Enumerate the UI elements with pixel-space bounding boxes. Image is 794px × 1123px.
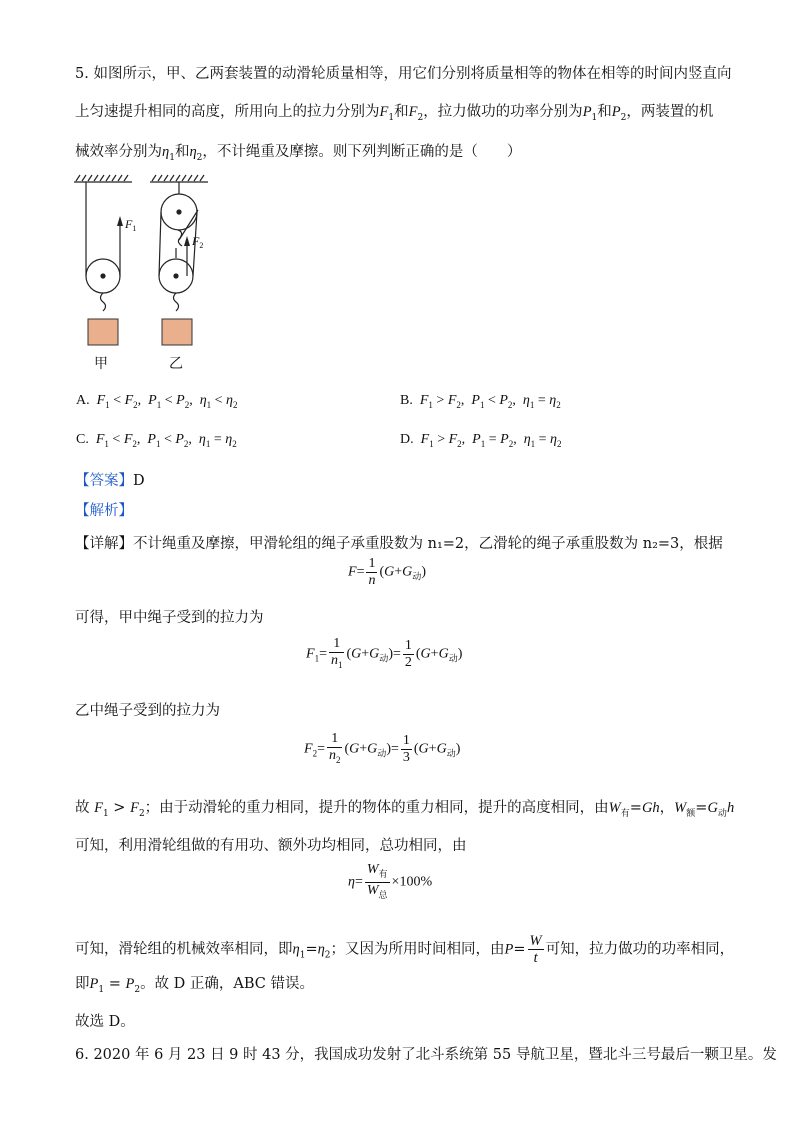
question-line-1: 5. 如图所示，甲、乙两套装置的动滑轮质量相等，用它们分别将质量相等的物体在相等的时间内竖直向 — [75, 66, 732, 82]
analysis-p8: 故选 D。 — [75, 1014, 135, 1030]
analysis-p7: 即$P_1 = P_2$。故 D 正确，ABC 错误。 — [75, 976, 315, 995]
pulley-figure — [70, 172, 230, 372]
arrow-f2 — [184, 236, 190, 246]
figure-label-jia: 甲 — [94, 356, 108, 372]
arrow-f1 — [117, 216, 123, 226]
formula-f2: $F_2=$ $\frac{1}{n_2}$ $(G+G_动)=$ $\frac{1}{3}$ $(G+G_动)$ — [304, 731, 461, 765]
option-c: C. $F_1 < F_2$, $P_1 < P_2$, $\eta_1 = \eta_2$ — [76, 432, 237, 449]
option-d: D. $F_1 > F_2$, $P_1 = P_2$, $\eta_1 = \eta_2$ — [400, 432, 562, 449]
label-f1: $F_1$ — [125, 217, 137, 233]
formula-f1: $F_1=$ $\frac{1}{n_1}$ $(G+G_动)=$ $\frac{1}{2}$ $(G+G_动)$ — [306, 636, 463, 670]
formula-general: F= $\frac{1}{n}$ $(G+G_动)$ — [348, 556, 426, 588]
formula-efficiency: η= $\frac{W_有}{W_总}$ ×100% — [348, 862, 433, 900]
analysis-p4: 故 $F_1 > F_2$；由于动滑轮的重力相同，提升的物体的重力相同，提升的高度相同，由$W_有=Gh$，$W_额=G_动h$ — [75, 800, 735, 819]
label-f2: $F_2$ — [192, 234, 204, 250]
analysis-p3: 乙中绳子受到的拉力为 — [75, 703, 220, 719]
analysis-p1: 【详解】不计绳重及摩擦，甲滑轮组的绳子承重股数为 n₁=2，乙滑轮的绳子承重股数为 n₂=3，根据 — [75, 536, 723, 552]
option-b: B. $F_1 > F_2$, $P_1 < P_2$, $\eta_1 = \eta_2$ — [400, 393, 561, 410]
weight-block-yi — [162, 319, 192, 345]
weight-block-jia — [88, 319, 118, 345]
figure-label-yi: 乙 — [169, 356, 183, 372]
analysis-p6: 可知，滑轮组的机械效率相同，即$\eta_1=\eta_2$；又因为所用时间相同，由P= $\frac{W}{t}$ 可知，拉力做功的功率相同， — [75, 933, 735, 966]
question-line-3: 械效率分别为$\eta_1$和$\eta_2$，不计绳重及摩擦。则下列判断正确的是（ ） — [75, 144, 522, 163]
answer-line: 【答案】D — [75, 473, 145, 489]
analysis-tag: 【解析】 — [75, 503, 133, 519]
option-a: A. $F_1 < F_2$, $P_1 < P_2$, $\eta_1 < \eta_2$ — [76, 393, 238, 410]
analysis-p5: 可知，利用滑轮组做的有用功、额外功均相同，总功相同，由 — [75, 838, 467, 854]
analysis-p2: 可得，甲中绳子受到的拉力为 — [75, 610, 264, 626]
ceiling-hatch-jia — [76, 175, 128, 181]
next-question: 6. 2020 年 6 月 23 日 9 时 43 分，我国成功发射了北斗系统第 55 导航卫星，暨北斗三号最后一颗卫星。发 — [75, 1047, 777, 1063]
ceiling-hatch-yi — [152, 175, 204, 181]
question-line-2: 上匀速提升相同的高度，所用向上的拉力分别为$F_1$和$F_2$，拉力做功的功率分别为$P_1$和$P_2$，两装置的机 — [75, 104, 714, 123]
